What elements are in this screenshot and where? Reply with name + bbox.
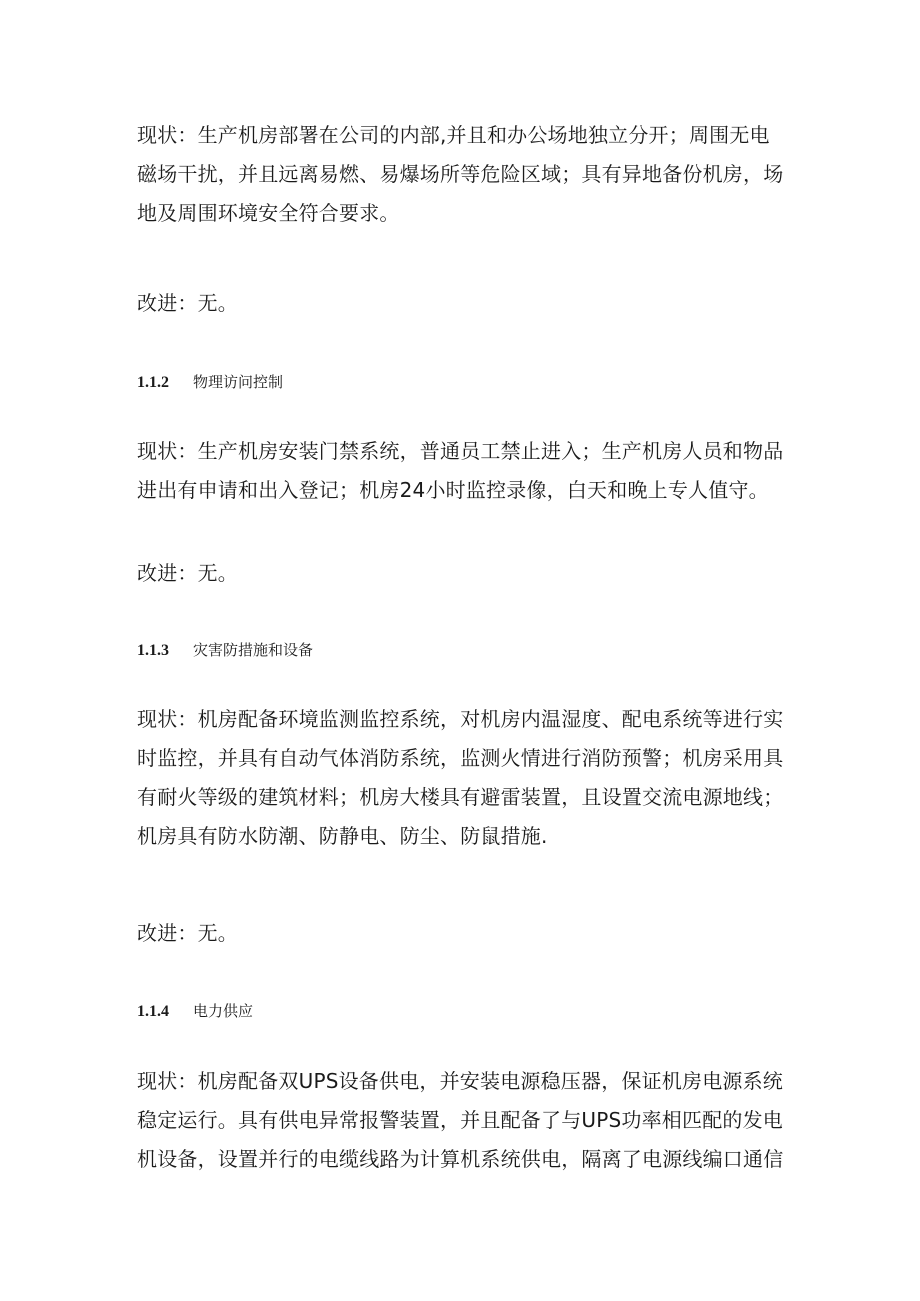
section-heading-1-1-4 bbox=[137, 1001, 253, 1022]
section-title: 灾害防措施和设备 bbox=[193, 641, 314, 659]
section-1-1-2-improvement: 改进：无。 bbox=[137, 561, 238, 585]
section-1-1-3-status: 现状：机房配备环境监测监控系统，对机房内温湿度、配电系统等进行实时监控，并具有自动气体消防系统，监测火情进行消防预警；机房采用具有耐火等级的建筑材料；机房大楼具有避雷装置，且设置交流电源地线；机房具有防水防潮、防静电、防尘、防鼠措施. bbox=[137, 707, 784, 848]
section-heading-1-1-3 bbox=[137, 640, 313, 661]
section-1-1-4-status: 现状：机房配备双UPS设备供电，并安装电源稳压器，保证机房电源系统稳定运行。具有供电异常报警装置，并且配备了与UPS功率相匹配的发电机设备，设置并行的电缆线路为计算机系统供电，隔离了电源线编口通信 bbox=[137, 1069, 784, 1171]
section-1-1-1-status: 现状：生产机房部署在公司的内部,并且和办公场地独立分开；周围无电磁场干扰，并且远离易燃、易爆场所等危险区域；具有异地备份机房，场地及周围环境安全符合要求。 bbox=[137, 123, 784, 225]
section-number: 1.1.3 bbox=[137, 642, 169, 659]
section-heading-1-1-2 bbox=[137, 372, 283, 393]
section-1-1-1-improvement: 改进：无。 bbox=[137, 291, 238, 315]
section-title: 电力供应 bbox=[193, 1002, 254, 1020]
section-number: 1.1.2 bbox=[137, 374, 169, 391]
section-title: 物理访问控制 bbox=[193, 373, 284, 391]
section-number: 1.1.4 bbox=[137, 1003, 169, 1020]
section-1-1-3-improvement: 改进：无。 bbox=[137, 921, 238, 945]
section-1-1-2-status: 现状：生产机房安装门禁系统，普通员工禁止进入；生产机房人员和物品进出有申请和出入登记；机房24小时监控录像，白天和晚上专人值守。 bbox=[137, 439, 784, 502]
